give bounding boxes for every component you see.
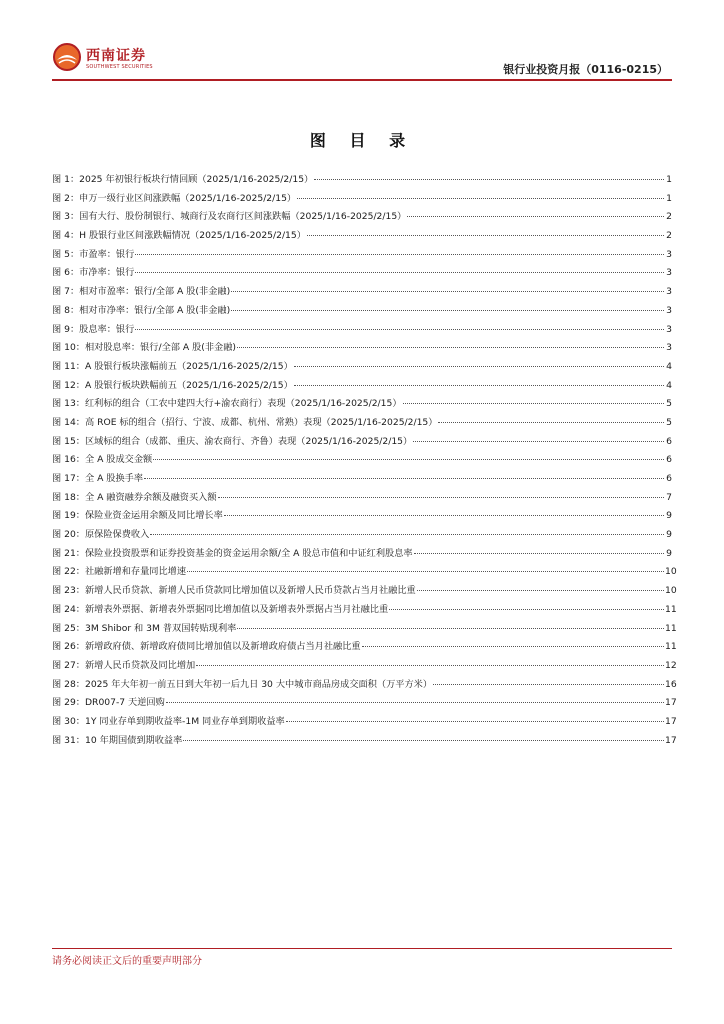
toc-entry[interactable] <box>52 489 672 508</box>
toc-entry-label: 图 6：市净率：银行 <box>52 267 135 279</box>
toc-entry-label: 图 11：A 股银行板块涨幅前五（2025/1/16-2025/2/15） <box>52 360 293 372</box>
toc-dot-leader <box>231 291 664 292</box>
toc-entry-page: 6 <box>666 473 672 484</box>
toc-entry[interactable] <box>52 582 677 601</box>
toc-entry-page: 3 <box>666 267 672 279</box>
toc-entry[interactable] <box>52 676 677 695</box>
toc-entry[interactable] <box>52 395 672 414</box>
toc-entry-label: 图 23：新增人民币贷款、新增人民币贷款同比增加值以及新增人民币贷款占当月社融比重 <box>52 585 416 597</box>
toc-entry-label: 图 29：DR007-7 天逆回购 <box>52 697 165 709</box>
toc-dot-leader <box>414 553 664 554</box>
toc-entry[interactable] <box>52 208 672 227</box>
toc-dot-leader <box>417 590 664 591</box>
toc-entry-label: 图 26：新增政府债、新增政府债同比增加值以及新增政府债占当月社融比重 <box>52 641 361 653</box>
toc-dot-leader <box>237 347 664 348</box>
toc-entry-label: 图 13：红利标的组合（工农中建四大行+渝农商行）表现（2025/1/16-2025/2/15） <box>52 398 402 410</box>
toc-entry-label: 图 18：全 A 融资融券余额及融资买入额 <box>52 491 217 503</box>
toc-entry-page: 3 <box>666 286 672 298</box>
toc-entry[interactable] <box>52 302 672 321</box>
toc-dot-leader <box>231 310 664 311</box>
toc-dot-leader <box>218 497 664 498</box>
toc-entry[interactable] <box>52 358 672 377</box>
toc-entry-page: 4 <box>666 379 672 391</box>
toc-entry-label: 图 8：相对市净率：银行/全部 A 股(非金融) <box>52 304 231 316</box>
toc-entry-label: 图 17：全 A 股换手率 <box>52 473 144 484</box>
toc-entry-page: 17 <box>665 734 677 746</box>
toc-entry[interactable] <box>52 507 672 526</box>
toc-dot-leader <box>286 721 664 722</box>
toc-dot-leader <box>403 403 664 404</box>
toc-entry[interactable] <box>52 433 672 452</box>
toc-dot-leader <box>294 385 664 386</box>
toc-entry[interactable] <box>52 563 677 582</box>
toc-dot-leader <box>314 179 664 180</box>
toc-dot-leader <box>237 628 664 629</box>
toc-entry[interactable] <box>52 377 672 396</box>
toc-entry-label: 图 15：区域标的组合（成都、重庆、渝农商行、齐鲁）表现（2025/1/16-2025/2/15） <box>52 435 413 447</box>
toc-entry[interactable] <box>52 451 672 470</box>
toc-dot-leader <box>407 216 664 217</box>
toc-dot-leader <box>196 665 664 666</box>
toc-entry-label: 图 16：全 A 股成交金额 <box>52 454 153 466</box>
toc-entry-page: 9 <box>666 529 672 541</box>
toc-entry[interactable] <box>52 414 672 433</box>
toc-entry-label: 图 2：申万一级行业区间涨跌幅（2025/1/16-2025/2/15） <box>52 192 297 204</box>
toc-entry[interactable] <box>52 227 672 246</box>
toc-entry-label: 图 14：高 ROE 标的组合（招行、宁波、成都、杭州、常熟）表现（2025/1/16-2025/2/15） <box>52 416 438 428</box>
toc-entry-label: 图 27：新增人民币贷款及同比增加 <box>52 659 196 671</box>
toc-entry-page: 9 <box>666 547 672 559</box>
toc-dot-leader <box>166 702 664 703</box>
toc-entry[interactable] <box>52 190 672 209</box>
toc-dot-leader <box>135 254 664 255</box>
toc-entry-page: 11 <box>665 641 677 653</box>
toc-entry-label: 图 7：相对市盈率：银行/全部 A 股(非金融) <box>52 286 231 298</box>
toc-entry-page: 1 <box>666 192 672 204</box>
toc-entry-page: 5 <box>666 398 672 410</box>
toc-entry-page: 3 <box>666 323 672 335</box>
toc-entry-label: 图 28：2025 年大年初一前五日到大年初一后九日 30 大中城市商品房成交面积（万平方米） <box>52 678 433 690</box>
toc-entry[interactable] <box>52 638 677 657</box>
toc-entry-page: 6 <box>666 454 672 466</box>
toc-entry-page: 17 <box>665 715 677 727</box>
table-of-figures <box>52 171 677 750</box>
toc-entry-page: 4 <box>666 360 672 372</box>
toc-dot-leader <box>438 422 664 423</box>
toc-entry-label: 图 22：社融新增和存量同比增速 <box>52 566 187 578</box>
toc-entry-page: 6 <box>666 435 672 447</box>
toc-entry[interactable] <box>52 470 672 489</box>
toc-entry-page: 10 <box>665 566 677 578</box>
toc-entry[interactable] <box>52 601 677 620</box>
toc-dot-leader <box>294 366 664 367</box>
toc-entry-label: 图 25：3M Shibor 和 3M 普双国转贴现利率 <box>52 622 237 634</box>
toc-entry-page: 11 <box>665 622 677 634</box>
toc-entry[interactable] <box>52 620 677 639</box>
toc-dot-leader <box>362 646 664 647</box>
toc-entry[interactable] <box>52 264 672 283</box>
toc-entry-page: 17 <box>665 697 677 709</box>
toc-entry-label: 图 9：股息率：银行 <box>52 323 135 335</box>
toc-entry-page: 16 <box>665 678 677 690</box>
toc-entry-page: 5 <box>666 416 672 428</box>
toc-entry-label: 图 10：相对股息率：银行/全部 A 股(非金融) <box>52 342 237 354</box>
toc-entry-page: 2 <box>666 230 672 242</box>
toc-entry-label: 图 24：新增表外票据、新增表外票据同比增加值以及新增表外票据占当月社融比重 <box>52 603 389 615</box>
toc-heading: 图 目 录 <box>309 131 415 150</box>
toc-entry-page: 3 <box>666 304 672 316</box>
toc-entry-page: 7 <box>666 491 672 503</box>
toc-dot-leader <box>297 198 664 199</box>
toc-entry-label: 图 21：保险业投资股票和证券投资基金的资金运用余额/全 A 股总市值和中证红利股息率 <box>52 547 413 559</box>
toc-entry[interactable] <box>52 283 672 302</box>
toc-entry[interactable] <box>52 526 672 545</box>
company-logo <box>52 42 162 74</box>
footer-disclaimer: 请务必阅读正文后的重要声明部分 <box>52 956 202 967</box>
toc-entry-page: 2 <box>666 211 672 223</box>
header-divider <box>52 79 672 81</box>
toc-entry-page: 11 <box>665 603 677 615</box>
toc-dot-leader <box>183 740 664 741</box>
toc-dot-leader <box>433 684 664 685</box>
toc-entry-label: 图 20：原保险保费收入 <box>52 529 150 541</box>
toc-entry-label: 图 3：国有大行、股份制银行、城商行及农商行区间涨跌幅（2025/1/16-2025/2/15） <box>52 211 407 223</box>
toc-dot-leader <box>144 478 664 479</box>
toc-entry[interactable] <box>52 339 672 358</box>
report-title: 银行业投资月报（0116-0215） <box>503 63 668 76</box>
toc-dot-leader <box>153 459 664 460</box>
logo-emblem-icon <box>52 42 82 72</box>
toc-dot-leader <box>135 272 664 273</box>
toc-entry[interactable] <box>52 171 672 190</box>
toc-entry-page: 10 <box>665 585 677 597</box>
toc-entry-label: 图 19：保险业资金运用余额及同比增长率 <box>52 510 223 522</box>
toc-dot-leader <box>150 534 664 535</box>
logo-english-name: SOUTHWEST SECURITIES <box>86 64 153 70</box>
toc-entry[interactable] <box>52 713 677 732</box>
toc-entry-label: 图 4：H 股银行业区间涨跌幅情况（2025/1/16-2025/2/15） <box>52 230 306 242</box>
page-header <box>0 0 724 82</box>
footer-divider <box>52 948 672 949</box>
logo-chinese-name: 西南证券 <box>86 48 146 64</box>
toc-entry[interactable] <box>52 545 672 564</box>
toc-dot-leader <box>389 609 664 610</box>
toc-entry-label: 图 5：市盈率：银行 <box>52 248 135 260</box>
toc-dot-leader <box>187 571 664 572</box>
toc-entry-page: 3 <box>666 248 672 260</box>
toc-entry[interactable] <box>52 694 677 713</box>
toc-entry[interactable] <box>52 321 672 340</box>
toc-entry-page: 1 <box>666 174 672 185</box>
toc-entry-label: 图 1：2025 年初银行板块行情回顾（2025/1/16-2025/2/15） <box>52 174 314 185</box>
toc-dot-leader <box>413 441 664 442</box>
toc-entry-label: 图 31：10 年期国债到期收益率 <box>52 734 183 746</box>
toc-entry-page: 3 <box>666 342 672 354</box>
toc-entry-page: 12 <box>665 659 677 671</box>
toc-entry-page: 9 <box>666 510 672 522</box>
toc-dot-leader <box>224 515 664 516</box>
toc-entry[interactable] <box>52 657 677 676</box>
toc-entry[interactable] <box>52 246 672 265</box>
toc-entry-label: 图 12：A 股银行板块跌幅前五（2025/1/16-2025/2/15） <box>52 379 293 391</box>
toc-entry[interactable] <box>52 732 677 751</box>
toc-dot-leader <box>135 329 664 330</box>
toc-entry-label: 图 30：1Y 同业存单到期收益率-1M 同业存单到期收益率 <box>52 715 285 727</box>
toc-dot-leader <box>307 235 664 236</box>
